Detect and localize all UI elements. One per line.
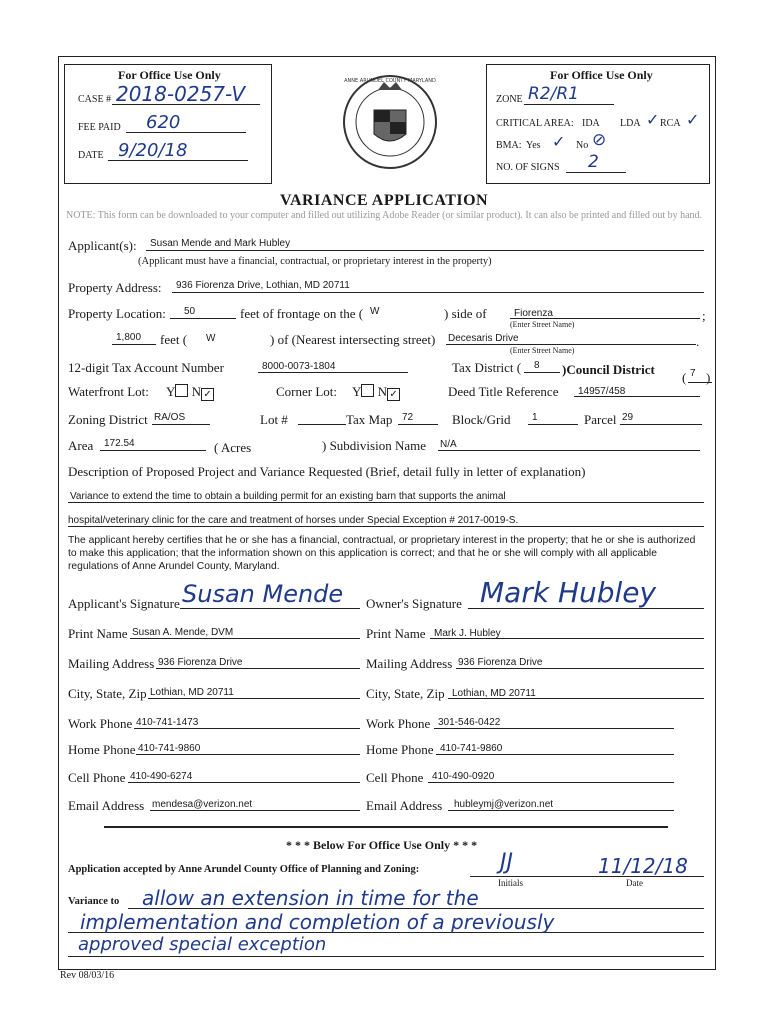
property-location-label: Property Location: [68, 306, 166, 321]
owner-work-label: Work Phone [366, 716, 431, 731]
bma-yes: Yes [526, 140, 541, 151]
owner-email-label: Email Address [366, 798, 443, 813]
applicant-city-value: Lothian, MD 20711 [150, 687, 234, 698]
waterfront-yes-checkbox[interactable] [175, 384, 188, 397]
subdivision-label: ) Subdivision Name [322, 438, 426, 453]
side-text: ) side of [444, 306, 487, 321]
applicant-work-label: Work Phone [68, 716, 133, 731]
owner-cell-value: 410-490-0920 [432, 771, 495, 782]
semicolon: ; [702, 308, 706, 323]
bma-no: No [576, 140, 589, 151]
zone-value: R2/R1 [528, 84, 579, 104]
block-grid-value: 1 [532, 412, 538, 423]
office-use-title-right: For Office Use Only [550, 68, 653, 82]
initials-label: Initials [498, 878, 523, 888]
property-address-label: Property Address: [68, 280, 162, 295]
critical-area-label: CRITICAL AREA: [496, 118, 574, 129]
applicant-value: Susan Mende and Mark Hubley [150, 238, 291, 249]
owner-work-value: 301-546-0422 [438, 717, 501, 728]
area-label: Area [68, 438, 94, 453]
description-label: Description of Proposed Project and Variance Requested (Brief, detail fully in letter of explanation) [68, 464, 586, 479]
accepted-label: Application accepted by Anne Arundel County Office of Planning and Zoning: [68, 864, 420, 875]
applicant-print-value: Susan A. Mende, DVM [132, 627, 234, 638]
owner-city-value: Lothian, MD 20711 [452, 688, 536, 699]
enter-street-hint-1: (Enter Street Name) [510, 320, 575, 329]
description-line-1: Variance to extend the time to obtain a building permit for an existing barn that supports the animal [70, 491, 506, 502]
rca-check-icon: ✓ [646, 110, 660, 129]
applicant-work-value: 410-741-1473 [136, 717, 199, 728]
description-line-2: hospital/veterinary clinic for the care and treatment of horses under Special Exception # 2017-0019-S. [68, 515, 519, 526]
lot-label: Lot # [260, 412, 288, 427]
applicant-cell-label: Cell Phone [68, 770, 126, 785]
rca-label: RCA [660, 118, 681, 129]
office-below-heading: * * * Below For Office Use Only * * * [286, 838, 478, 852]
period: . [696, 334, 700, 349]
accepted-date-label: Date [626, 878, 643, 888]
feet-direction: W [206, 333, 216, 344]
applicant-city-label: City, State, Zip [68, 686, 147, 701]
subdivision-value: N/A [440, 439, 457, 450]
frontage-value: 50 [184, 306, 196, 317]
county-seal [338, 68, 442, 172]
applicant-mail-label: Mailing Address [68, 656, 155, 671]
variance-line-2: implementation and completion of a previously [80, 910, 555, 934]
owner-home-value: 410-741-9860 [440, 743, 503, 754]
owner-mail-value: 936 Fiorenza Drive [458, 657, 543, 668]
variance-line-3: approved special exception [78, 934, 327, 955]
applicant-email-value: mendesa@verizon.net [152, 799, 253, 810]
tax-district-label: Tax District ( [452, 360, 522, 375]
owner-cell-label: Cell Phone [366, 770, 424, 785]
applicant-mail-value: 936 Fiorenza Drive [158, 657, 243, 668]
applicant-cell-value: 410-490-6274 [130, 771, 193, 782]
applicant-home-label: Home Phone [68, 742, 136, 757]
frontage-text: feet of frontage on the ( [240, 306, 364, 321]
variance-label: Variance to [68, 896, 120, 907]
bma-no-mark-icon: ⊘ [592, 130, 607, 150]
case-label: CASE # [78, 94, 112, 105]
feet-text: feet ( [160, 332, 188, 347]
tax-account-label: 12-digit Tax Account Number [68, 360, 224, 375]
signs-value: 2 [588, 152, 599, 172]
feet-value: 1,800 [116, 332, 142, 343]
tax-district-value: 8 [534, 360, 540, 371]
corner-yes-checkbox[interactable] [361, 384, 374, 397]
case-value: 2018-0257-V [116, 82, 246, 106]
rca-check2-icon: ✓ [686, 110, 700, 129]
frontage-direction: W [370, 306, 380, 317]
owner-print-value: Mark J. Hubley [434, 628, 501, 639]
owner-mail-label: Mailing Address [366, 656, 453, 671]
enter-street-hint-2: (Enter Street Name) [510, 346, 575, 355]
deed-title-value: 14957/458 [578, 386, 626, 397]
variance-line-1: allow an extension in time for the [142, 886, 479, 910]
fee-value: 620 [146, 112, 181, 133]
parcel-label: Parcel [584, 412, 617, 427]
signs-label: NO. OF SIGNS [496, 162, 560, 173]
certification-text: The applicant hereby certifies that he or she has a financial, contractual, or proprietary interest in the property; that he or she is authorized to make this application; that the information shown on this application is correct; and that he or she will comply with all applicable regulations of Anne Arundel County, Maryland. [68, 535, 696, 572]
section-divider [104, 826, 668, 828]
council-district-label: )Council District [562, 362, 655, 377]
block-grid-label: Block/Grid [452, 412, 511, 427]
bma-yes-check-icon: ✓ [552, 132, 566, 151]
tax-account-value: 8000-0073-1804 [262, 361, 336, 372]
street-value: Fiorenza [514, 308, 553, 319]
zoning-district-value: RA/OS [154, 412, 186, 423]
lda-label: LDA [620, 118, 641, 129]
zoning-district-label: Zoning District [68, 412, 148, 427]
bma-label: BMA: [496, 140, 522, 151]
council-close-paren: ) [706, 370, 711, 385]
corner-lot-label: Corner Lot: [276, 384, 338, 399]
tax-map-value: 72 [402, 412, 414, 423]
fee-label: FEE PAID [78, 122, 121, 133]
zone-label: ZONE [496, 94, 523, 105]
waterfront-no-checkbox[interactable]: ✓ [201, 388, 214, 401]
owner-signature-label: Owner's Signature [366, 596, 462, 611]
applicant-signature-label: Applicant's Signature [68, 596, 180, 611]
nearest-street-text: ) of (Nearest intersecting street) [270, 332, 436, 347]
parcel-value: 29 [622, 412, 634, 423]
corner-no-checkbox[interactable]: ✓ [387, 388, 400, 401]
owner-home-label: Home Phone [366, 742, 434, 757]
owner-email-value: hubleymj@verizon.net [454, 799, 554, 810]
area-value: 172.54 [104, 438, 135, 449]
deed-title-label: Deed Title Reference [448, 384, 559, 399]
applicant-signature: Susan Mende [182, 580, 344, 608]
initials-signature: JJ [500, 850, 513, 875]
revision-label: Rev 08/03/16 [60, 970, 115, 981]
property-address-value: 936 Fiorenza Drive, Lothian, MD 20711 [176, 280, 350, 291]
applicant-note: (Applicant must have a financial, contractual, or proprietary interest in the property) [138, 256, 492, 267]
waterfront-label: Waterfront Lot: [68, 384, 149, 399]
applicant-email-label: Email Address [68, 798, 145, 813]
applicant-home-value: 410-741-9860 [138, 743, 201, 754]
ida-label: IDA [582, 118, 600, 129]
office-use-title-left: For Office Use Only [118, 68, 221, 82]
acres-label: ( Acres [214, 440, 252, 455]
date-value: 9/20/18 [118, 140, 188, 161]
applicant-print-label: Print Name [68, 626, 128, 641]
council-open-paren: ( [682, 370, 687, 385]
owner-print-label: Print Name [366, 626, 426, 641]
owner-signature: Mark Hubley [480, 576, 657, 609]
owner-city-label: City, State, Zip [366, 686, 445, 701]
waterfront-options: Y N ✓ [166, 384, 214, 401]
accepted-date-value: 11/12/18 [598, 854, 688, 878]
date-label: DATE [78, 150, 104, 161]
council-district-value: 7 [690, 368, 696, 379]
svg-text:ANNE ARUNDEL COUNTY MARYLAND: ANNE ARUNDEL COUNTY MARYLAND [344, 78, 436, 84]
form-note: NOTE: This form can be downloaded to your computer and filled out utilizing Adobe Reader (or similar product). It can also be printed and filled out by hand. [66, 210, 703, 221]
nearest-street-value: Decesaris Drive [448, 333, 519, 344]
corner-options: Y N ✓ [352, 384, 400, 401]
tax-map-label: Tax Map [346, 412, 393, 427]
page-title: VARIANCE APPLICATION [280, 192, 489, 209]
applicant-label: Applicant(s): [68, 238, 137, 253]
